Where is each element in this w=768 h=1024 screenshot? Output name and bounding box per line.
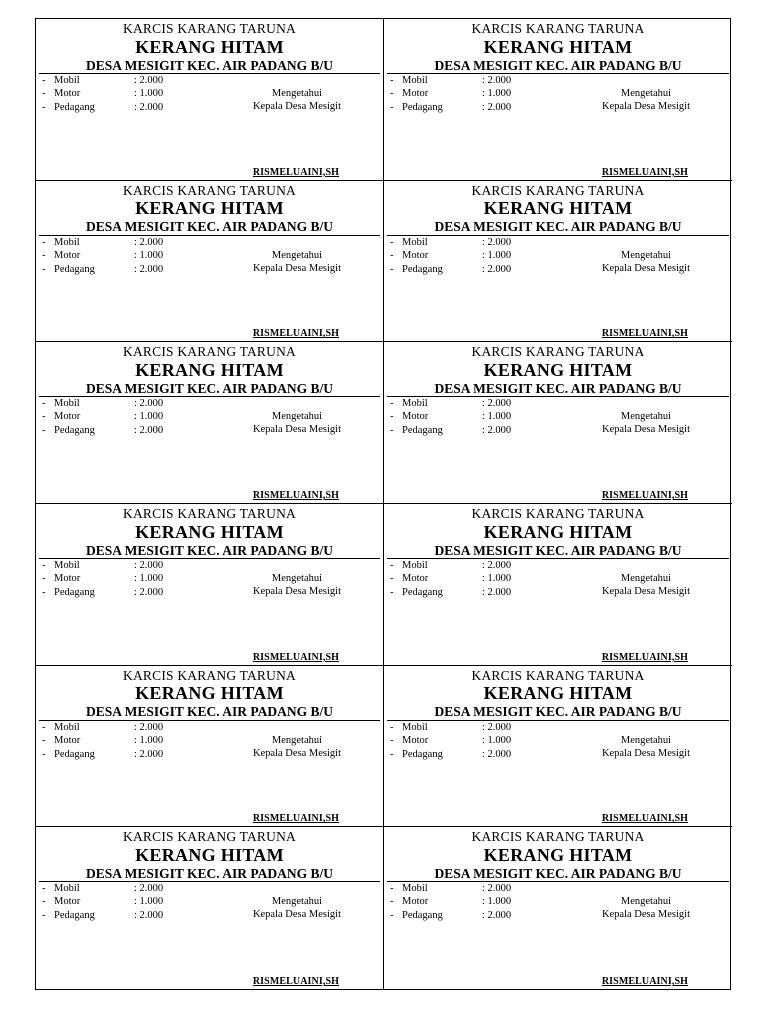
ticket-organizer: KARCIS KARANG TARUNA	[123, 506, 296, 521]
rate-label: Mobil	[402, 236, 428, 248]
ticket-title: KERANG HITAM	[135, 521, 284, 542]
rate-label: Mobil	[402, 75, 428, 86]
rate-dash: -	[42, 748, 46, 760]
rate-dash: -	[42, 883, 46, 895]
rate-dash: -	[390, 573, 394, 584]
ticket-sheet	[35, 18, 731, 990]
ticket-r4-c1	[36, 504, 384, 666]
ticket-body	[36, 559, 383, 659]
rate-value: : 2.000	[134, 560, 164, 571]
rate-value: : 2.000	[134, 883, 164, 895]
ticket-body	[36, 882, 383, 982]
rate-value: : 2.000	[482, 263, 512, 275]
approval-label: Mengetahui	[271, 88, 323, 99]
ticket-header	[384, 22, 732, 74]
rate-label: Motor	[54, 411, 81, 423]
rate-label: Pedagang	[402, 587, 443, 598]
ticket-organizer: KARCIS KARANG TARUNA	[123, 182, 296, 198]
rate-value: : 1.000	[482, 411, 512, 423]
signer-name: RISMELUAINI,SH	[601, 976, 688, 987]
rate-value: : 2.000	[134, 910, 164, 922]
ticket-body	[384, 74, 732, 174]
rate-label: Mobil	[402, 398, 428, 410]
rate-value: : 2.000	[482, 75, 512, 86]
rate-value: : 2.000	[482, 748, 512, 760]
approval-block	[602, 410, 690, 436]
ticket-body	[36, 74, 383, 174]
signer-name: RISMELUAINI,SH	[601, 166, 688, 178]
rate-value: : 2.000	[134, 721, 164, 733]
ticket-location: DESA MESIGIT KEC. AIR PADANG B/U	[39, 705, 380, 721]
rate-label: Motor	[54, 734, 81, 746]
ticket-r3-c2	[384, 342, 732, 504]
approval-block	[253, 734, 341, 760]
approval-label: Mengetahui	[271, 573, 323, 584]
rate-label: Pedagang	[54, 425, 95, 437]
ticket-title: KERANG HITAM	[483, 198, 633, 219]
rate-label: Mobil	[54, 721, 80, 733]
rate-value: : 2.000	[134, 398, 164, 410]
rate-dash: -	[42, 721, 46, 733]
rate-label: Pedagang	[54, 102, 95, 113]
approval-title: Kepala Desa Mesigit	[252, 101, 341, 112]
rate-label: Pedagang	[54, 910, 95, 922]
rate-label: Pedagang	[402, 263, 443, 275]
rate-dash: -	[390, 910, 394, 922]
rate-dash: -	[42, 587, 46, 598]
ticket-location: DESA MESIGIT KEC. AIR PADANG B/U	[387, 705, 729, 721]
rate-dash: -	[42, 102, 46, 113]
signer-name: RISMELUAINI,SH	[252, 976, 339, 987]
rate-label: Motor	[402, 411, 429, 423]
approval-label: Mengetahui	[620, 249, 672, 261]
ticket-organizer: KARCIS KARANG TARUNA	[123, 667, 296, 683]
rate-value: : 2.000	[482, 425, 512, 437]
rate-dash: -	[42, 236, 46, 248]
ticket-location: DESA MESIGIT KEC. AIR PADANG B/U	[39, 544, 380, 560]
ticket-header	[384, 669, 732, 721]
approval-block	[602, 87, 690, 113]
approval-label: Mengetahui	[620, 88, 672, 99]
ticket-organizer: KARCIS KARANG TARUNA	[471, 182, 645, 198]
rate-value: : 1.000	[134, 88, 164, 99]
rate-value: : 1.000	[482, 249, 512, 261]
rate-label: Mobil	[54, 236, 80, 248]
ticket-title: KERANG HITAM	[135, 198, 284, 219]
rate-label: Pedagang	[54, 587, 95, 598]
approval-title: Kepala Desa Mesigit	[601, 909, 690, 921]
ticket-location: DESA MESIGIT KEC. AIR PADANG B/U	[39, 382, 380, 398]
ticket-title: KERANG HITAM	[135, 844, 284, 865]
ticket-body	[384, 721, 732, 821]
rate-value: : 2.000	[482, 560, 512, 571]
approval-label: Mengetahui	[271, 411, 323, 423]
rate-dash: -	[42, 910, 46, 922]
rate-value: : 2.000	[134, 587, 164, 598]
ticket-r2-c2	[384, 181, 732, 343]
rate-label: Motor	[54, 573, 81, 584]
signer-name: RISMELUAINI,SH	[252, 490, 339, 501]
rate-dash: -	[42, 249, 46, 261]
ticket-header	[36, 345, 383, 397]
rate-dash: -	[390, 883, 394, 895]
rate-label: Pedagang	[402, 748, 443, 760]
ticket-r3-c1	[36, 342, 384, 504]
rate-dash: -	[42, 560, 46, 571]
ticket-location: DESA MESIGIT KEC. AIR PADANG B/U	[39, 867, 380, 883]
rate-value: : 1.000	[482, 896, 512, 908]
rate-dash: -	[42, 425, 46, 437]
approval-label: Mengetahui	[620, 573, 672, 584]
ticket-title: KERANG HITAM	[135, 36, 284, 57]
rate-value: : 2.000	[134, 236, 164, 248]
rate-label: Motor	[402, 88, 429, 99]
rate-label: Pedagang	[54, 263, 95, 275]
ticket-r1-c2	[384, 19, 732, 181]
ticket-header	[384, 184, 732, 236]
rate-dash: -	[42, 573, 46, 584]
rate-label: Mobil	[402, 560, 428, 571]
ticket-location: DESA MESIGIT KEC. AIR PADANG B/U	[387, 382, 729, 398]
rate-label: Mobil	[54, 883, 80, 895]
ticket-location: DESA MESIGIT KEC. AIR PADANG B/U	[387, 544, 729, 560]
signer-name: RISMELUAINI,SH	[252, 651, 339, 663]
signer-name: RISMELUAINI,SH	[601, 813, 688, 825]
ticket-body	[36, 236, 383, 336]
rate-dash: -	[42, 263, 46, 275]
rate-value: : 1.000	[134, 896, 164, 908]
signer-name: RISMELUAINI,SH	[252, 328, 339, 340]
rate-value: : 2.000	[482, 587, 512, 598]
ticket-body	[384, 397, 732, 497]
rate-label: Mobil	[54, 560, 80, 571]
approval-label: Mengetahui	[620, 734, 672, 746]
ticket-organizer: KARCIS KARANG TARUNA	[471, 506, 645, 521]
rate-dash: -	[390, 102, 394, 113]
approval-block	[253, 87, 341, 113]
approval-title: Kepala Desa Mesigit	[601, 101, 690, 112]
rate-dash: -	[390, 236, 394, 248]
ticket-title: KERANG HITAM	[135, 359, 284, 380]
rate-dash: -	[390, 560, 394, 571]
ticket-r6-c1	[36, 827, 384, 989]
ticket-organizer: KARCIS KARANG TARUNA	[471, 21, 645, 36]
ticket-title: KERANG HITAM	[483, 844, 633, 865]
rate-dash: -	[390, 425, 394, 437]
ticket-organizer: KARCIS KARANG TARUNA	[471, 829, 645, 845]
approval-block	[602, 895, 690, 921]
rate-label: Pedagang	[402, 425, 443, 437]
approval-label: Mengetahui	[271, 249, 323, 261]
rate-dash: -	[42, 88, 46, 99]
signer-name: RISMELUAINI,SH	[601, 328, 688, 340]
approval-label: Mengetahui	[620, 411, 672, 423]
ticket-organizer: KARCIS KARANG TARUNA	[123, 829, 296, 845]
approval-title: Kepala Desa Mesigit	[601, 747, 690, 759]
rate-dash: -	[390, 88, 394, 99]
approval-block	[253, 572, 341, 598]
rate-dash: -	[390, 734, 394, 746]
approval-title: Kepala Desa Mesigit	[601, 424, 690, 436]
approval-block	[253, 249, 341, 275]
ticket-header	[384, 507, 732, 559]
rate-value: : 1.000	[482, 573, 512, 584]
ticket-body	[36, 721, 383, 821]
rate-dash: -	[42, 398, 46, 410]
approval-title: Kepala Desa Mesigit	[601, 262, 690, 274]
rate-value: : 2.000	[134, 263, 164, 275]
approval-title: Kepala Desa Mesigit	[252, 909, 341, 921]
ticket-r5-c1	[36, 666, 384, 828]
ticket-header	[36, 184, 383, 236]
ticket-organizer: KARCIS KARANG TARUNA	[123, 21, 296, 36]
ticket-title: KERANG HITAM	[483, 521, 633, 542]
rate-label: Mobil	[402, 721, 428, 733]
rate-value: : 1.000	[482, 88, 512, 99]
rate-dash: -	[42, 734, 46, 746]
rate-value: : 2.000	[482, 910, 512, 922]
rate-dash: -	[390, 249, 394, 261]
signer-name: RISMELUAINI,SH	[601, 490, 688, 501]
approval-title: Kepala Desa Mesigit	[252, 424, 341, 436]
ticket-r6-c2	[384, 827, 732, 989]
signer-name: RISMELUAINI,SH	[601, 651, 688, 663]
ticket-title: KERANG HITAM	[483, 36, 633, 57]
rate-value: : 2.000	[134, 425, 164, 437]
rate-dash: -	[390, 721, 394, 733]
approval-title: Kepala Desa Mesigit	[252, 586, 341, 597]
ticket-location: DESA MESIGIT KEC. AIR PADANG B/U	[387, 867, 729, 883]
rate-dash: -	[390, 896, 394, 908]
ticket-header	[36, 22, 383, 74]
ticket-organizer: KARCIS KARANG TARUNA	[471, 667, 645, 683]
rate-dash: -	[42, 896, 46, 908]
rate-dash: -	[390, 748, 394, 760]
ticket-r1-c1	[36, 19, 384, 181]
ticket-header	[384, 830, 732, 882]
rate-value: : 2.000	[134, 75, 164, 86]
ticket-body	[384, 236, 732, 336]
ticket-location: DESA MESIGIT KEC. AIR PADANG B/U	[387, 220, 729, 236]
ticket-header	[384, 345, 732, 397]
ticket-r4-c2	[384, 504, 732, 666]
rate-label: Pedagang	[54, 748, 95, 760]
ticket-body	[36, 397, 383, 497]
ticket-header	[36, 830, 383, 882]
rate-dash: -	[42, 75, 46, 86]
approval-title: Kepala Desa Mesigit	[252, 747, 341, 759]
approval-block	[253, 410, 341, 436]
rate-label: Pedagang	[402, 910, 443, 922]
ticket-location: DESA MESIGIT KEC. AIR PADANG B/U	[387, 59, 729, 75]
ticket-title: KERANG HITAM	[483, 359, 633, 380]
rate-label: Motor	[54, 249, 81, 261]
rate-value: : 2.000	[134, 102, 164, 113]
ticket-body	[384, 882, 732, 982]
rate-dash: -	[390, 587, 394, 598]
rate-value: : 1.000	[482, 734, 512, 746]
rate-label: Pedagang	[402, 102, 443, 113]
approval-block	[253, 895, 341, 921]
approval-block	[602, 572, 690, 598]
ticket-title: KERANG HITAM	[135, 683, 284, 704]
approval-title: Kepala Desa Mesigit	[601, 586, 690, 597]
rate-dash: -	[42, 411, 46, 423]
rate-value: : 2.000	[482, 236, 512, 248]
rate-label: Mobil	[402, 883, 428, 895]
rate-value: : 1.000	[134, 249, 164, 261]
signer-name: RISMELUAINI,SH	[252, 813, 339, 825]
rate-value: : 2.000	[482, 102, 512, 113]
rate-value: : 2.000	[134, 748, 164, 760]
rate-value: : 2.000	[482, 721, 512, 733]
rate-dash: -	[390, 75, 394, 86]
ticket-title: KERANG HITAM	[483, 683, 633, 704]
ticket-location: DESA MESIGIT KEC. AIR PADANG B/U	[39, 220, 380, 236]
ticket-header	[36, 669, 383, 721]
signer-name: RISMELUAINI,SH	[252, 166, 339, 178]
approval-label: Mengetahui	[620, 896, 672, 908]
approval-block	[602, 734, 690, 760]
rate-label: Motor	[402, 896, 429, 908]
rate-value: : 2.000	[482, 883, 512, 895]
approval-block	[602, 249, 690, 275]
rate-value: : 2.000	[482, 398, 512, 410]
ticket-header	[36, 507, 383, 559]
ticket-organizer: KARCIS KARANG TARUNA	[471, 344, 645, 360]
rate-label: Motor	[402, 734, 429, 746]
rate-value: : 1.000	[134, 573, 164, 584]
rate-value: : 1.000	[134, 734, 164, 746]
rate-label: Motor	[402, 249, 429, 261]
approval-label: Mengetahui	[271, 734, 323, 746]
ticket-r2-c1	[36, 181, 384, 343]
rate-label: Motor	[402, 573, 429, 584]
rate-value: : 1.000	[134, 411, 164, 423]
rate-label: Motor	[54, 88, 81, 99]
ticket-organizer: KARCIS KARANG TARUNA	[123, 344, 296, 360]
rate-dash: -	[390, 398, 394, 410]
rate-label: Mobil	[54, 75, 80, 86]
rate-dash: -	[390, 411, 394, 423]
ticket-r5-c2	[384, 666, 732, 828]
rate-label: Mobil	[54, 398, 80, 410]
ticket-location: DESA MESIGIT KEC. AIR PADANG B/U	[39, 59, 380, 75]
approval-title: Kepala Desa Mesigit	[252, 262, 341, 274]
rate-dash: -	[390, 263, 394, 275]
ticket-body	[384, 559, 732, 659]
rate-label: Motor	[54, 896, 81, 908]
approval-label: Mengetahui	[271, 896, 323, 908]
